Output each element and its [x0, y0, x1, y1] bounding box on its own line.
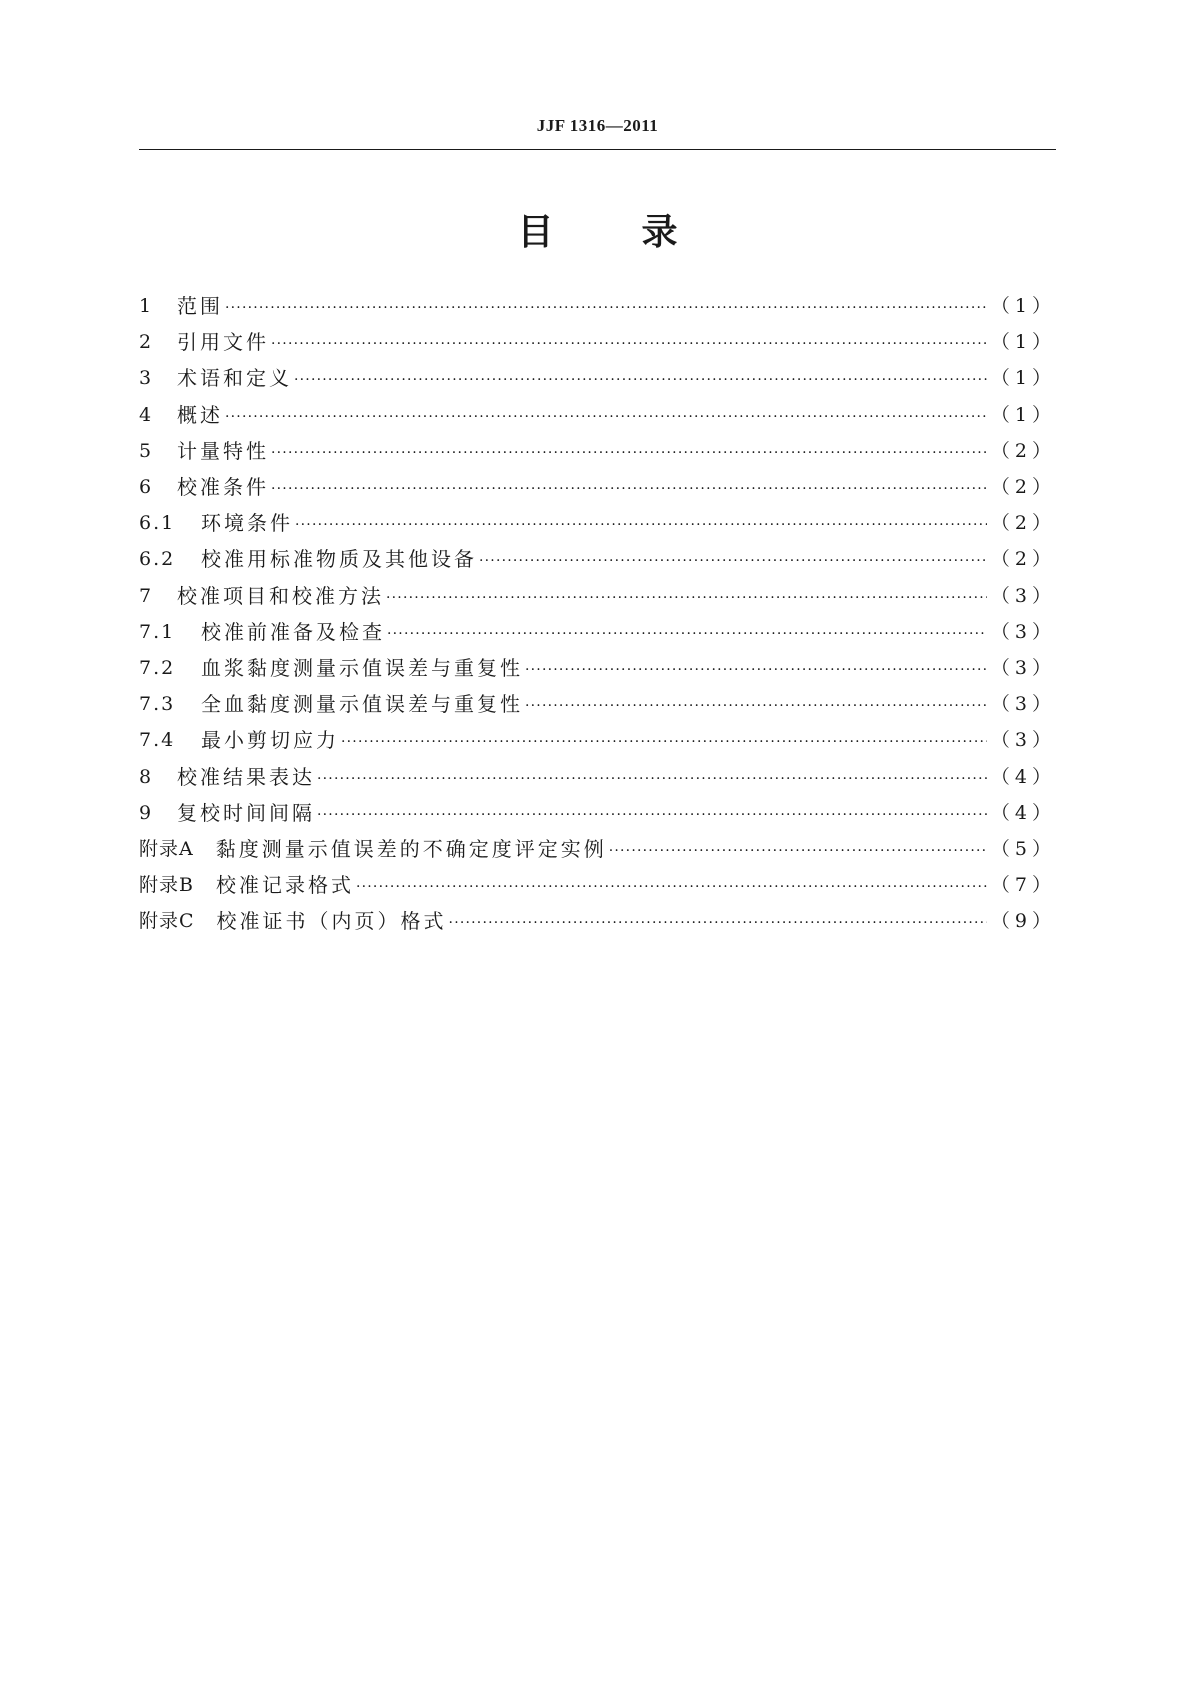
toc-entry[interactable] [139, 469, 1056, 505]
toc-entry-page: （3） [990, 620, 1056, 643]
toc-leader-dots [479, 541, 987, 577]
toc-entry-label: 黏度测量示值误差的不确定度评定实例 [215, 836, 607, 861]
toc-leader-dots [341, 722, 987, 758]
toc-entry-label: 全血黏度测量示值误差与重复性 [201, 692, 523, 717]
toc-entry-page: （3） [990, 584, 1056, 607]
toc-entry-label: 术语和定义 [177, 366, 292, 391]
toc-entry[interactable] [139, 360, 1056, 396]
toc-entry-page: （3） [990, 729, 1056, 752]
toc-entry-label: 校准证书（内页）格式 [216, 909, 447, 934]
toc-entry-number: 2 [139, 331, 154, 354]
toc-entry-number: 7.3 [139, 693, 176, 716]
toc-entry-page: （2） [990, 512, 1056, 535]
toc-entry-label: 校准项目和校准方法 [177, 583, 384, 608]
toc-entry-page: （1） [990, 295, 1056, 318]
toc-entry[interactable] [139, 867, 1056, 903]
toc-entry[interactable] [139, 505, 1056, 541]
toc-entry-page: （5） [990, 837, 1056, 860]
toc-entry[interactable] [139, 324, 1056, 360]
toc-entry[interactable] [139, 433, 1056, 469]
toc-entry-number: 1 [139, 295, 154, 318]
toc-entry[interactable] [139, 686, 1056, 722]
toc-leader-dots [317, 795, 987, 831]
toc-entry-page: （3） [990, 656, 1056, 679]
toc-entry[interactable] [139, 541, 1056, 577]
toc-entry-number: 3 [139, 367, 154, 390]
toc-entry-number: 6 [139, 476, 154, 499]
toc-entry-page: （2） [990, 548, 1056, 571]
toc-entry-page: （4） [990, 765, 1056, 788]
toc-entry[interactable] [139, 722, 1056, 758]
toc-list [139, 288, 1056, 939]
toc-entry-page: （7） [990, 874, 1056, 897]
toc-entry[interactable] [139, 288, 1056, 324]
toc-entry-number: 7.4 [139, 729, 176, 752]
toc-entry-number: 9 [139, 801, 154, 824]
toc-entry-number: 附录B [139, 874, 194, 897]
toc-leader-dots [271, 324, 987, 360]
toc-entry[interactable] [139, 795, 1056, 831]
toc-leader-dots [449, 903, 987, 939]
toc-leader-dots [225, 397, 987, 433]
toc-leader-dots [271, 433, 987, 469]
header-rule [139, 149, 1056, 150]
toc-leader-dots [609, 831, 987, 867]
toc-leader-dots [525, 686, 987, 722]
toc-entry-number: 附录C [139, 910, 195, 933]
page-header-code: JJF 1316—2011 [536, 116, 659, 135]
toc-entry[interactable] [139, 578, 1056, 614]
toc-entry[interactable] [139, 758, 1056, 794]
toc-entry-number: 5 [139, 439, 154, 462]
toc-entry-page: （1） [990, 331, 1056, 354]
toc-entry-number: 附录A [139, 837, 194, 860]
toc-leader-dots [294, 360, 987, 396]
toc-entry[interactable] [139, 650, 1056, 686]
toc-entry-number: 7.2 [139, 656, 176, 679]
toc-entry-page: （1） [990, 367, 1056, 390]
toc-leader-dots [386, 578, 987, 614]
toc-leader-dots [317, 759, 987, 795]
toc-entry[interactable] [139, 397, 1056, 433]
toc-entry-page: （2） [990, 439, 1056, 462]
toc-title-char-2: 录 [641, 212, 678, 253]
toc-entry-label: 最小剪切应力 [201, 728, 339, 753]
toc-entry-label: 概述 [177, 402, 223, 427]
toc-entry-number: 4 [139, 403, 154, 426]
toc-entry[interactable] [139, 831, 1056, 867]
toc-entry-page: （1） [990, 403, 1056, 426]
toc-leader-dots [295, 505, 987, 541]
toc-entry-label: 引用文件 [177, 330, 269, 355]
toc-entry-number: 8 [139, 765, 154, 788]
toc-leader-dots [271, 469, 987, 505]
toc-entry-label: 计量特性 [177, 438, 269, 463]
toc-entry-page: （3） [990, 693, 1056, 716]
toc-entry-page: （2） [990, 476, 1056, 499]
toc-entry-number: 7 [139, 584, 154, 607]
toc-title [139, 204, 1056, 255]
toc-entry-number: 6.1 [139, 512, 176, 535]
toc-leader-dots [356, 867, 987, 903]
toc-entry-number: 7.1 [139, 620, 176, 643]
toc-entry-number: 6.2 [139, 548, 176, 571]
toc-leader-dots [225, 288, 987, 324]
toc-leader-dots [525, 650, 987, 686]
toc-entry-label: 环境条件 [201, 511, 293, 536]
toc-title-char-1: 目 [517, 212, 554, 253]
toc-leader-dots [387, 614, 987, 650]
toc-entry-label: 校准结果表达 [177, 764, 315, 789]
toc-entry-page: （4） [990, 801, 1056, 824]
toc-entry-label: 复校时间间隔 [177, 800, 315, 825]
toc-entry-label: 校准前准备及检查 [201, 619, 385, 644]
toc-entry-label: 血浆黏度测量示值误差与重复性 [201, 655, 523, 680]
toc-entry[interactable] [139, 903, 1056, 939]
toc-entry-label: 校准用标准物质及其他设备 [201, 547, 477, 572]
toc-entry-page: （9） [990, 910, 1056, 933]
toc-entry-label: 校准条件 [177, 475, 269, 500]
toc-entry[interactable] [139, 614, 1056, 650]
toc-entry-label: 范围 [177, 294, 223, 319]
toc-entry-label: 校准记录格式 [215, 873, 354, 898]
